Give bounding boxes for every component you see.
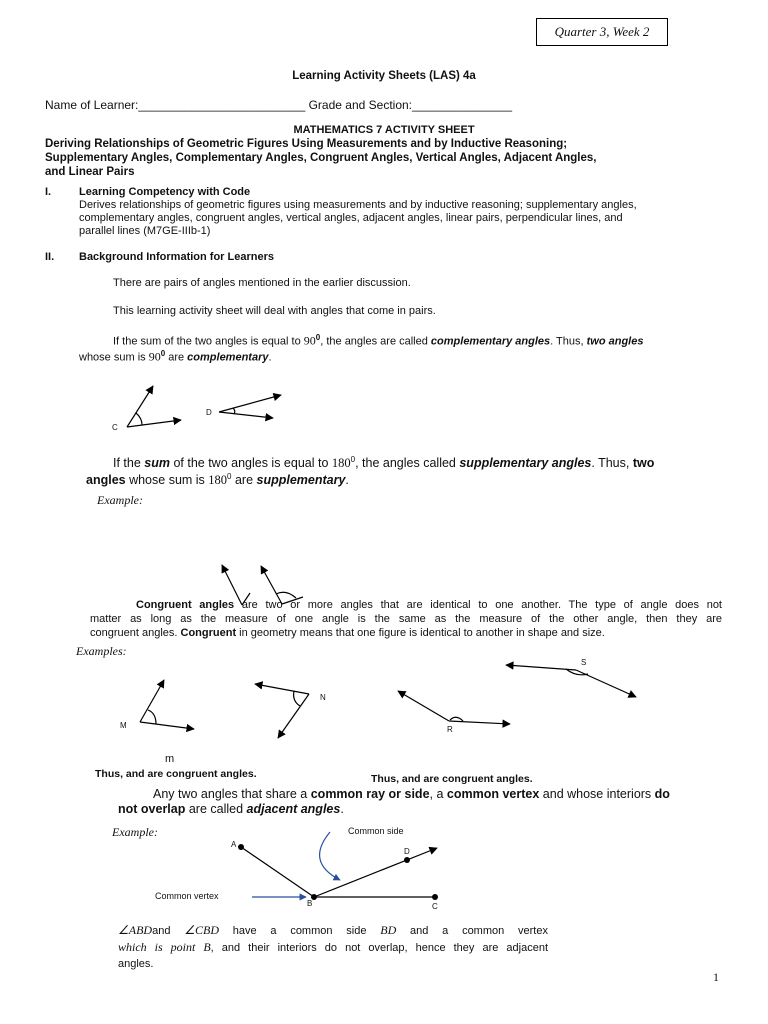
point-d: [404, 857, 410, 863]
congruent-angle-m: [140, 680, 194, 729]
text: angles.: [118, 958, 154, 970]
topic-line: Deriving Relationships of Geometric Figures Using Measurements and by Inductive Reasoning;: [45, 138, 568, 150]
text: and whose interiors: [539, 787, 655, 801]
common-side-label: Common side: [348, 826, 404, 836]
angle-cbd: ∠CBD: [184, 923, 219, 937]
degree-sup: 0: [160, 349, 166, 358]
adjacent-angles-figure: [241, 832, 437, 897]
text: are: [231, 473, 257, 488]
degree-sup: 0: [227, 472, 232, 481]
label-d: D: [404, 847, 410, 856]
text: . Thus,: [550, 335, 587, 348]
competency-line: parallel lines (M7GE-IIIb-1): [79, 225, 211, 237]
label-r: R: [447, 725, 453, 734]
section-1-number: I.: [45, 186, 52, 198]
segment-bd: BD: [380, 923, 397, 937]
label-n: N: [320, 693, 326, 702]
text: . Thus,: [591, 456, 633, 471]
supplementary-angle-1: [222, 565, 250, 605]
supplementary-angle-2: [261, 566, 303, 604]
subject-heading: MATHEMATICS 7 ACTIVITY SHEET: [293, 124, 475, 136]
m-mark: m: [165, 753, 175, 765]
congruent-conclusion-2: Thus, and are congruent angles.: [371, 773, 533, 785]
degree-value: 180: [208, 473, 228, 488]
text: are two or more angles that are identical to one another. The type of angle does not: [234, 599, 722, 611]
text: whose sum is: [79, 351, 149, 364]
congruent-conclusion-1: Thus, and are congruent angles.: [95, 768, 257, 780]
section-2-heading: Background Information for Learners: [79, 251, 274, 263]
text: common vertex: [446, 787, 540, 801]
common-vertex-label: Common vertex: [155, 891, 219, 901]
label-c-angle: C: [112, 423, 118, 432]
text: have a common side: [219, 925, 381, 937]
complementary-angle-d: [219, 395, 281, 418]
point-b-text: which is point B: [118, 940, 211, 954]
quarter-week-box: Quarter 3, Week 2: [536, 18, 668, 46]
text: congruent angles.: [90, 627, 181, 639]
label-b: B: [307, 899, 313, 908]
complementary-angle-c: [127, 386, 181, 427]
text: and: [152, 925, 185, 937]
text: .: [268, 351, 272, 364]
congruent-angle-s: [506, 665, 636, 697]
text: are called: [185, 802, 247, 816]
background-paragraph-1: There are pairs of angles mentioned in the earlier discussion.: [113, 277, 411, 289]
competency-line: complementary angles, congruent angles, vertical angles, adjacent angles, linear pairs, perpendicular lines, and: [79, 212, 623, 224]
adjacent-term: adjacent angles: [246, 802, 341, 816]
text: of the two angles is equal to: [169, 456, 332, 471]
competency-line: Derives relationships of geometric figures using measurements and by inductive reasoning; supplementary angles,: [79, 199, 637, 211]
adjacent-example-label: Example:: [112, 825, 158, 839]
congruent-angle-r: [398, 691, 510, 724]
degree-value: 90: [303, 333, 316, 348]
text: complementary: [187, 351, 269, 364]
text: angles: [86, 473, 126, 488]
angle-abd: ∠ABD: [118, 923, 153, 937]
text: in geometry means that one figure is identical to another in shape and size.: [236, 627, 605, 639]
text: If the: [113, 456, 145, 471]
label-c: C: [432, 902, 438, 911]
text: are: [165, 351, 188, 364]
label-a: A: [231, 840, 237, 849]
complementary-term: complementary angles: [430, 335, 551, 348]
name-blank[interactable]: _________________________: [138, 98, 306, 112]
degree-sup: 0: [350, 455, 356, 464]
text: whose sum is: [125, 473, 209, 488]
text: If the sum of the two angles is equal to: [113, 335, 304, 348]
label-m: M: [120, 721, 127, 730]
text: common ray or side: [310, 787, 430, 801]
document-title: Learning Activity Sheets (LAS) 4a: [292, 70, 476, 82]
background-paragraph-2: This learning activity sheet will deal with angles that come in pairs.: [113, 305, 436, 317]
label-s: S: [581, 658, 587, 667]
degree-sup: 0: [315, 333, 321, 342]
text: .: [340, 802, 344, 816]
text: sum: [144, 456, 170, 471]
text: .: [345, 473, 349, 488]
congruent-angle-n: [255, 684, 309, 738]
label-d-angle: D: [206, 408, 212, 417]
text: matter as long as the measure of one angle is the same as the measure of the other angle, then they are: [90, 613, 722, 625]
text: do: [654, 787, 670, 801]
degree-value: 90: [148, 349, 161, 364]
supplementary-example-label: Example:: [97, 493, 143, 507]
point-c: [432, 894, 438, 900]
topic-line: Supplementary Angles, Complementary Angles, Congruent Angles, Vertical Angles, Adjacent Angles,: [45, 152, 597, 164]
point-b: [311, 894, 317, 900]
section-1-heading: Learning Competency with Code: [79, 186, 251, 198]
degree-value: 180: [331, 456, 351, 471]
name-label: Name of Learner:: [45, 98, 139, 112]
text: , a: [429, 787, 447, 801]
grade-label: Grade and Section:: [308, 98, 412, 112]
text: two: [632, 456, 655, 471]
section-2-number: II.: [45, 251, 55, 263]
supplementary-term: supplementary angles: [459, 456, 592, 471]
grade-blank[interactable]: _______________: [412, 98, 513, 112]
text: two angles: [586, 335, 644, 348]
congruent-term: Congruent angles: [136, 599, 235, 611]
text: , and their interiors do not overlap, hence they are adjacent: [210, 942, 548, 954]
text: Congruent: [180, 627, 237, 639]
text: , the angles are called: [320, 335, 431, 348]
text: supplementary: [256, 473, 346, 488]
congruent-examples-label: Examples:: [76, 644, 127, 658]
text: and a common vertex: [396, 925, 548, 937]
text: Any two angles that share a: [153, 787, 311, 801]
text: not overlap: [118, 802, 186, 816]
text: , the angles called: [355, 456, 460, 471]
topic-line: and Linear Pairs: [45, 166, 135, 178]
point-a: [238, 844, 244, 850]
page-number: 1: [713, 970, 719, 984]
